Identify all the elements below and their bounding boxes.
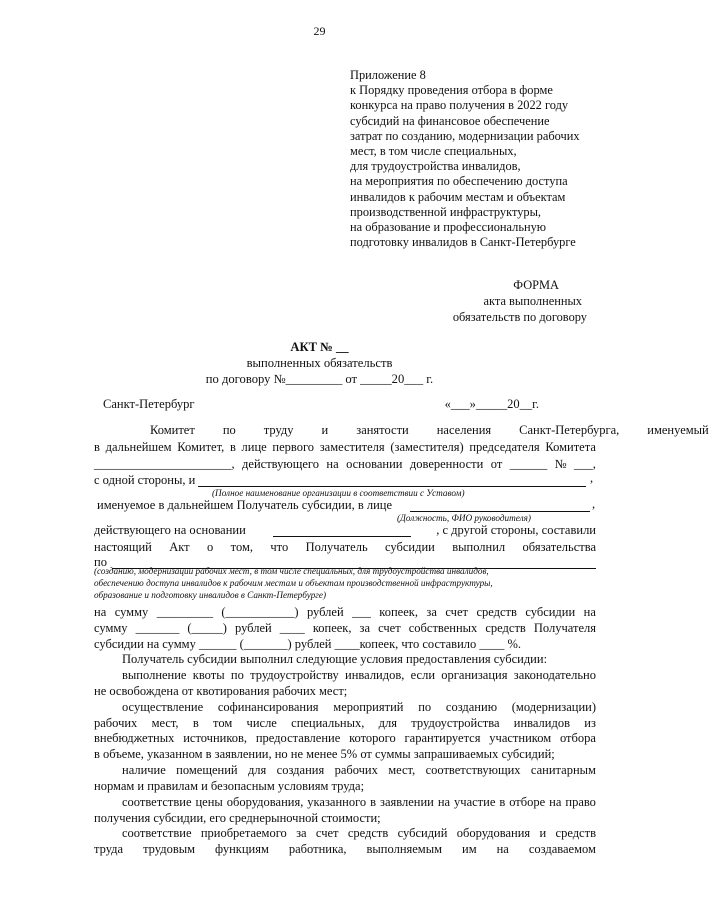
word: доверенности xyxy=(409,457,484,471)
word: инвалидов xyxy=(513,716,570,730)
word: на xyxy=(549,795,562,809)
word: о xyxy=(207,540,214,554)
word: трудоустройства xyxy=(411,716,500,730)
word: на xyxy=(94,605,107,619)
word: функциям xyxy=(215,842,269,856)
word: за xyxy=(296,826,307,840)
appendix-line: к Порядку проведения отбора в форме xyxy=(350,83,553,98)
word: трудоустройству xyxy=(250,668,339,682)
appendix-line: мест, в том числе специальных, xyxy=(350,144,517,159)
basis-underline xyxy=(273,536,411,537)
word: и xyxy=(539,826,547,840)
word: работника, xyxy=(288,842,347,856)
form-title: ФОРМА xyxy=(513,278,559,292)
word: в xyxy=(94,440,100,454)
appendix-line: производственной инфраструктуры, xyxy=(350,204,542,219)
appendix-line: конкурса на право получения в 2022 году xyxy=(350,98,569,113)
representative-underline xyxy=(410,511,590,512)
body-line xyxy=(94,621,596,636)
appendix-line: инвалидов к рабочим местам и объектам xyxy=(350,189,566,204)
word: счет xyxy=(445,605,468,619)
word: рублей xyxy=(306,605,344,619)
word: внебюджетных xyxy=(94,731,175,745)
word: Получатель xyxy=(305,540,368,554)
word: ____ xyxy=(279,621,305,635)
obligations-hint: (созданию, модернизации рабочих мест, в том числе специальных, для трудоустройства инвалидов, xyxy=(94,566,489,576)
word: № xyxy=(554,457,567,471)
word: соответствующих xyxy=(425,763,521,777)
word: средств xyxy=(555,826,596,840)
word: по xyxy=(418,700,432,714)
word: населения xyxy=(436,423,492,437)
org-name-hint: (Полное наименование организации в соответствии с Уставом) xyxy=(212,488,465,498)
word: Акт xyxy=(169,540,190,554)
word: предоставление xyxy=(255,731,341,745)
body-line: нормам и правилам и безопасным условиям труда; xyxy=(94,779,365,793)
org-name-underline xyxy=(198,486,586,487)
word: им xyxy=(462,842,477,856)
word: _________ xyxy=(156,605,213,619)
word: отборе xyxy=(509,795,546,809)
appendix-header xyxy=(350,68,580,250)
body-line: по xyxy=(94,555,107,569)
word: выполнение xyxy=(122,668,187,682)
word: квоты xyxy=(192,668,225,682)
word: субсидии xyxy=(385,540,435,554)
body-line xyxy=(122,795,596,810)
word: ______ xyxy=(509,457,548,471)
word: источников, xyxy=(183,731,248,745)
word: от xyxy=(490,457,503,471)
word: собственных xyxy=(408,621,478,635)
body-line xyxy=(122,763,596,778)
word: (_____) xyxy=(187,621,227,635)
word: на xyxy=(326,457,339,471)
body-line: с одной стороны, и xyxy=(94,473,196,487)
word: помещений xyxy=(176,763,238,777)
word: участие xyxy=(454,795,496,809)
word: субсидии xyxy=(525,605,576,619)
word: том xyxy=(213,716,233,730)
appendix-line: Приложение 8 xyxy=(350,68,426,82)
word: отбора xyxy=(559,731,596,745)
word: мест, xyxy=(388,763,416,777)
body-line xyxy=(94,440,596,455)
word: копеек, xyxy=(379,605,418,619)
body-line: не освобождена от квотирования рабочих мест; xyxy=(94,684,348,698)
word: рабочих xyxy=(334,763,378,777)
page-number: 29 xyxy=(313,24,326,38)
word: если xyxy=(410,668,436,682)
word: инвалидов, xyxy=(345,668,405,682)
body-line xyxy=(94,716,596,731)
body-line: в объеме, указанном в заявлении, но не менее 5% от суммы запрашиваемых субсидий; xyxy=(94,747,555,761)
body-line xyxy=(94,605,596,620)
word: соответствие xyxy=(122,826,192,840)
word: приобретаемого xyxy=(200,826,287,840)
word: лице xyxy=(241,440,267,454)
body-line: субсидии на сумму ______ (_______) рублей ____копеек, что составило ____ %. xyxy=(94,637,522,651)
appendix-line: для трудоустройства инвалидов, xyxy=(350,159,521,174)
form-label xyxy=(453,277,587,325)
word: выполнил xyxy=(452,540,506,554)
representative-hint: (Должность, ФИО руководителя) xyxy=(397,513,531,523)
word: сумму xyxy=(114,605,149,619)
word: создаваемом xyxy=(528,842,596,856)
appendix-line: подготовку инвалидов в Санкт-Петербурге xyxy=(350,235,576,250)
comma: , xyxy=(590,471,594,485)
word: заявлении xyxy=(380,795,434,809)
appendix-line: затрат по созданию, модернизации рабочих xyxy=(350,128,580,143)
city: Санкт-Петербург xyxy=(103,397,195,411)
word: мероприятий xyxy=(333,700,404,714)
word: занятости xyxy=(356,423,409,437)
word: копеек, xyxy=(312,621,352,635)
word: за xyxy=(359,621,371,635)
word: основании xyxy=(346,457,403,471)
body-line xyxy=(122,826,596,841)
body-line: действующего на основании xyxy=(94,523,246,537)
appendix-line: субсидий на финансовое обеспечение xyxy=(350,113,550,128)
word: выполняемым xyxy=(366,842,443,856)
word: председателя xyxy=(469,440,540,454)
word: том, xyxy=(230,540,253,554)
act-subtitle: выполненных обязательств xyxy=(246,356,393,370)
word: счет xyxy=(315,826,339,840)
appendix-line: на образование и профессиональную xyxy=(350,220,547,235)
body-line xyxy=(94,540,596,555)
word: Комитет, xyxy=(177,440,225,454)
word: счет xyxy=(378,621,401,635)
word: ___ xyxy=(352,605,371,619)
word: Комитета xyxy=(545,440,596,454)
word: (модернизации) xyxy=(511,700,596,714)
word: по xyxy=(222,423,236,437)
word: соответствие xyxy=(122,795,192,809)
word: оборудования xyxy=(456,826,531,840)
word: _______ xyxy=(135,621,180,635)
word: (заместителя) xyxy=(390,440,464,454)
word: на xyxy=(437,795,451,809)
word: Комитет xyxy=(150,423,195,437)
word: ___, xyxy=(574,457,596,471)
word: числе xyxy=(246,716,277,730)
word: мест, xyxy=(151,716,179,730)
comma: , xyxy=(592,497,596,511)
word: на xyxy=(583,605,596,619)
word: первого xyxy=(272,440,315,454)
word: труду xyxy=(263,423,294,437)
word: созданию xyxy=(445,700,498,714)
word: что xyxy=(270,540,289,554)
act-date: «___»_____20__г. xyxy=(444,397,539,411)
word: цены xyxy=(195,795,223,809)
word: софинансирования xyxy=(217,700,319,714)
body-line xyxy=(94,423,709,438)
appendix-line: на мероприятия по обеспечению доступа xyxy=(350,174,568,189)
word: и xyxy=(321,423,329,437)
word: санитарным xyxy=(530,763,596,777)
word: организация xyxy=(441,668,508,682)
obligations-hint: образование и подготовку инвалидов в Санкт-Петербурге) xyxy=(94,590,327,600)
word: в xyxy=(192,716,199,730)
word: средств xyxy=(347,826,389,840)
word: наличие xyxy=(122,763,166,777)
word: создания xyxy=(276,763,325,777)
body-line: получения субсидии, его среднерыночной стоимости; xyxy=(94,811,381,825)
word: именуемый xyxy=(647,423,709,437)
obligations-hint: обеспечению доступа инвалидов к рабочим местам и объектам производственной инфраструктуры, xyxy=(94,578,493,588)
word: субсидий xyxy=(397,826,448,840)
word: оборудования, xyxy=(226,795,304,809)
word: рабочих xyxy=(94,716,138,730)
word: (___________) xyxy=(221,605,299,619)
word: законодательно xyxy=(513,668,596,682)
word: сумму xyxy=(94,621,128,635)
body-line: , с другой стороны, составили xyxy=(436,523,596,537)
word: для xyxy=(378,716,398,730)
word: которого xyxy=(349,731,396,745)
word: указанного xyxy=(307,795,367,809)
form-subtitle: акта выполненных xyxy=(483,294,582,308)
word: Получателя xyxy=(533,621,596,635)
word: в xyxy=(229,440,236,454)
word: действующего xyxy=(242,457,319,471)
word: заместителя xyxy=(319,440,385,454)
word: в xyxy=(499,795,506,809)
word: обязательства xyxy=(522,540,596,554)
body-line: Получатель субсидии выполнил следующие условия предоставления субсидии: xyxy=(122,652,548,666)
body-line xyxy=(122,668,596,683)
word: настоящий xyxy=(94,540,152,554)
word: для xyxy=(247,763,267,777)
body-line xyxy=(122,700,596,715)
word: на xyxy=(496,842,509,856)
word: из xyxy=(584,716,596,730)
word: по xyxy=(230,668,244,682)
body-line xyxy=(94,842,596,857)
word: за xyxy=(426,605,437,619)
word: ______________________, xyxy=(94,457,235,471)
act-title: АКТ № __ xyxy=(290,340,349,354)
word: трудовым xyxy=(143,842,196,856)
word: участником xyxy=(489,731,552,745)
word: рублей xyxy=(235,621,272,635)
word: средств xyxy=(485,621,526,635)
body-line: именуемое в дальнейшем Получатель субсидии, в лице xyxy=(97,498,393,512)
body-line xyxy=(94,457,596,472)
word: в xyxy=(370,795,377,809)
word: право xyxy=(565,795,596,809)
word: Санкт-Петербурга, xyxy=(519,423,620,437)
form-subtitle: обязательств по договору xyxy=(452,310,587,324)
word: средств xyxy=(476,605,517,619)
word: гарантируется xyxy=(404,731,481,745)
word: труда xyxy=(94,842,124,856)
word: осуществление xyxy=(122,700,204,714)
body-line xyxy=(94,731,596,746)
word: дальнейшем xyxy=(105,440,172,454)
word: специальных, xyxy=(291,716,365,730)
act-contract-line: по договору №_________ от _____20___ г. xyxy=(205,372,434,386)
